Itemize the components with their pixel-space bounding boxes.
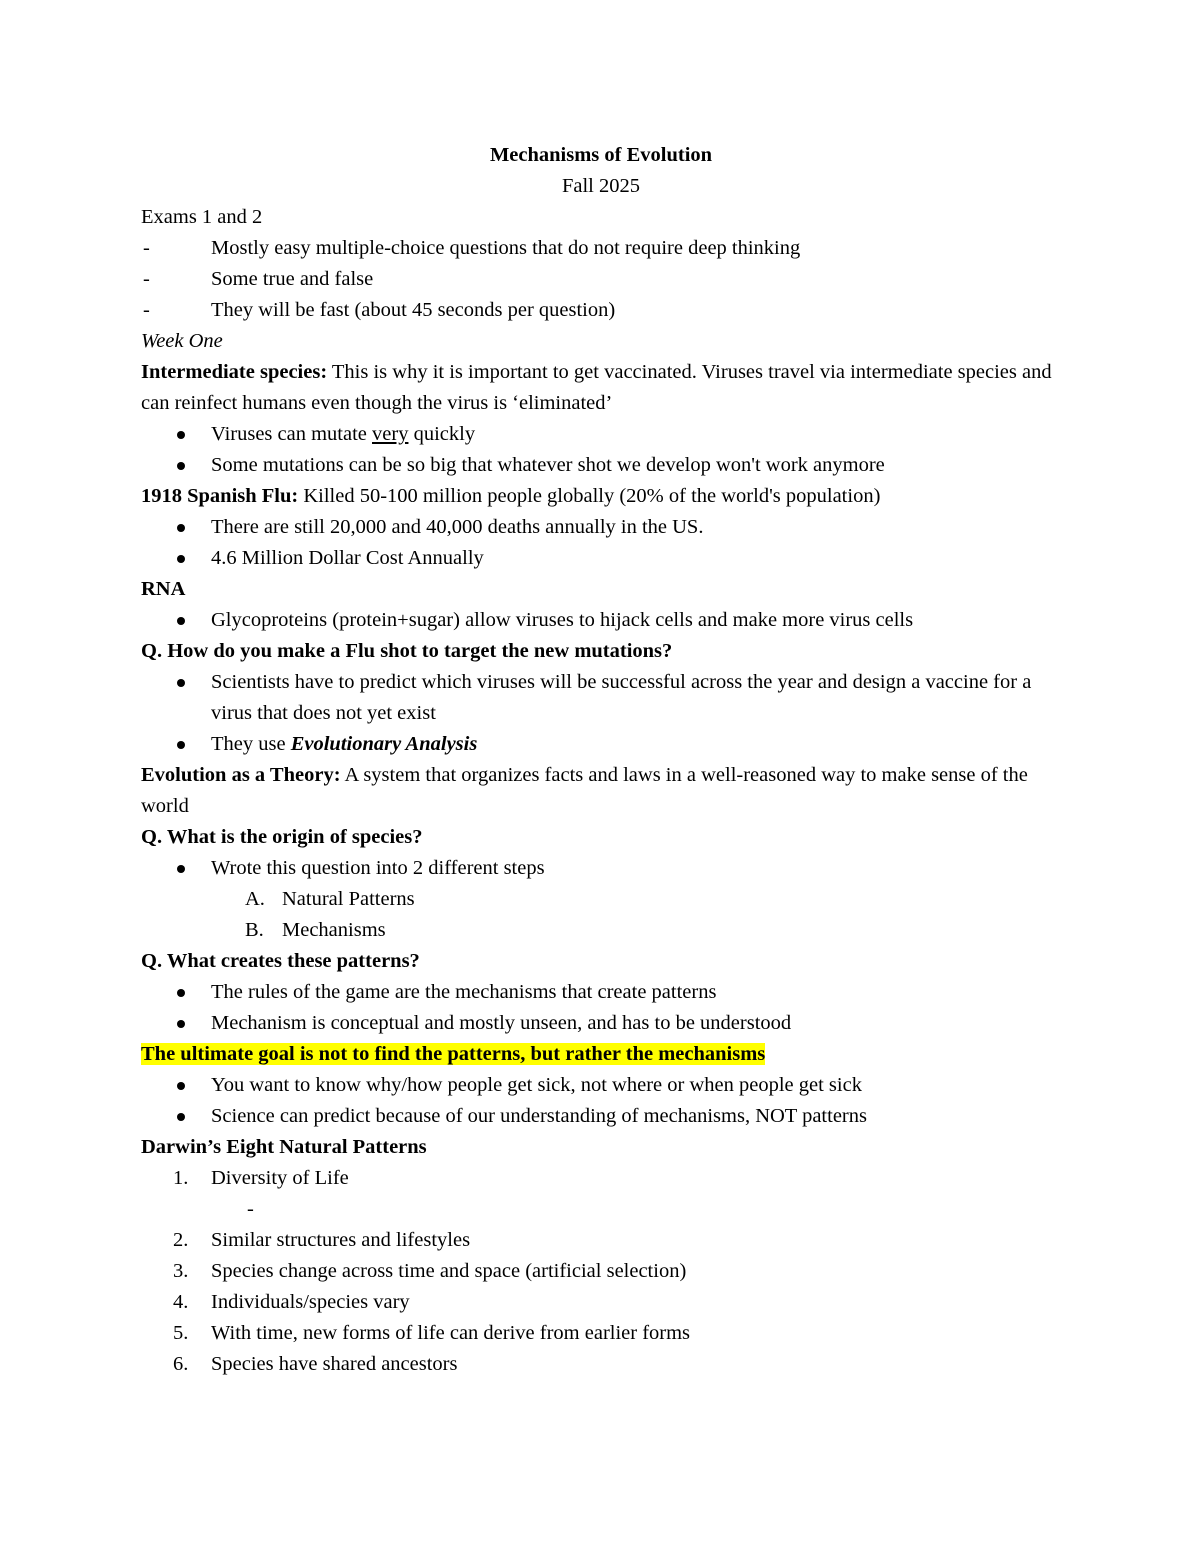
- flu-list: [141, 512, 1061, 574]
- dash-marker: -: [247, 1198, 254, 1220]
- list-item: - Mostly easy multiple-choice questions that do not require deep thinking: [141, 233, 1061, 264]
- bullet-icon: [177, 462, 185, 470]
- list-item: 4. Individuals/species vary: [173, 1291, 410, 1313]
- bullet-icon: [177, 555, 185, 563]
- highlighted-text: The ultimate goal is not to find the patterns, but rather the mechanisms: [141, 1043, 766, 1065]
- darwin-list: [141, 1163, 1061, 1380]
- list-item: They use Evolutionary Analysis: [141, 729, 1061, 760]
- list-item: Glycoproteins (protein+sugar) allow viruses to hijack cells and make more virus cells: [141, 605, 1061, 636]
- spanish-flu-label: 1918 Spanish Flu:: [141, 485, 299, 507]
- list-item: The rules of the game are the mechanisms that create patterns: [141, 977, 1061, 1008]
- rna-list: [141, 605, 1061, 636]
- bullet-icon: [177, 679, 185, 687]
- dash-marker: -: [143, 237, 150, 259]
- question-origin-species: Q. What is the origin of species?: [141, 826, 423, 848]
- list-item: 2. Similar structures and lifestyles: [173, 1229, 471, 1251]
- list-item: 3. Species change across time and space (artificial selection): [173, 1260, 687, 1282]
- patterns-list: [141, 977, 1061, 1039]
- dash-marker: -: [143, 299, 150, 321]
- rna-heading: RNA: [141, 578, 186, 600]
- list-item: 5. With time, new forms of life can derive from earlier forms: [173, 1322, 691, 1344]
- list-item: Wrote this question into 2 different steps: [141, 853, 1061, 884]
- list-item: There are still 20,000 and 40,000 deaths annually in the US.: [141, 512, 1061, 543]
- bullet-icon: [177, 1113, 185, 1121]
- list-item: - Some true and false: [141, 264, 1061, 295]
- ultimate-goal-paragraph: [141, 1039, 1061, 1070]
- goal-list: [141, 1070, 1061, 1132]
- exams-heading: Exams 1 and 2: [141, 206, 263, 228]
- bullet-icon: [177, 617, 185, 625]
- exams-list: [141, 233, 1061, 326]
- evolution-theory-paragraph: Evolution as a Theory: A system that organizes facts and laws in a well-reasoned way to make sense of the world: [141, 764, 1028, 817]
- list-item: You want to know why/how people get sick, not where or when people get sick: [141, 1070, 1061, 1101]
- bullet-icon: [177, 865, 185, 873]
- evolution-theory-label: Evolution as a Theory:: [141, 764, 341, 786]
- question-patterns: Q. What creates these patterns?: [141, 950, 420, 972]
- bullet-icon: [177, 431, 185, 439]
- list-item: Mechanism is conceptual and mostly unseen, and has to be understood: [141, 1008, 1061, 1039]
- document-subtitle: Fall 2025: [561, 175, 641, 197]
- darwin-heading: Darwin’s Eight Natural Patterns: [141, 1136, 427, 1158]
- flu-shot-list: [141, 667, 1061, 760]
- question-flu-shot: Q. How do you make a Flu shot to target the new mutations?: [141, 640, 673, 662]
- dash-marker: -: [143, 268, 150, 290]
- list-item: 6. Species have shared ancestors: [173, 1353, 458, 1375]
- intermediate-list: [141, 419, 1061, 481]
- bullet-icon: [177, 989, 185, 997]
- underlined-word: very: [372, 423, 409, 445]
- sub-list-item: [141, 1194, 1061, 1225]
- week-heading: Week One: [141, 330, 223, 352]
- emphasized-term: Evolutionary Analysis: [290, 733, 478, 755]
- list-item: 4.6 Million Dollar Cost Annually: [141, 543, 1061, 574]
- bullet-icon: [177, 741, 185, 749]
- list-item: Scientists have to predict which viruses will be successful across the year and design a vaccine for a virus that does not yet exist: [141, 667, 1061, 729]
- sub-list-item: A. Natural Patterns: [245, 888, 415, 910]
- sub-list-item: B. Mechanisms: [245, 919, 386, 941]
- list-item: 1. Diversity of Life: [173, 1167, 349, 1189]
- bullet-icon: [177, 524, 185, 532]
- document-content: [141, 140, 1061, 1380]
- list-item: Some mutations can be so big that whatever shot we develop won't work anymore: [141, 450, 1061, 481]
- document-title: Mechanisms of Evolution: [489, 144, 713, 166]
- bullet-icon: [177, 1020, 185, 1028]
- spanish-flu-paragraph: 1918 Spanish Flu: Killed 50-100 million people globally (20% of the world's population): [141, 485, 881, 507]
- list-item: Science can predict because of our understanding of mechanisms, NOT patterns: [141, 1101, 1061, 1132]
- intermediate-species-paragraph: Intermediate species: This is why it is important to get vaccinated. Viruses travel via intermediate species and can reinfect humans even though the virus is ‘eliminated’: [141, 361, 1052, 414]
- bullet-icon: [177, 1082, 185, 1090]
- list-item: - They will be fast (about 45 seconds per question): [141, 295, 1061, 326]
- origin-list: [141, 853, 1061, 946]
- list-item: Viruses can mutate very quickly: [141, 419, 1061, 450]
- intermediate-species-label: Intermediate species:: [141, 361, 328, 383]
